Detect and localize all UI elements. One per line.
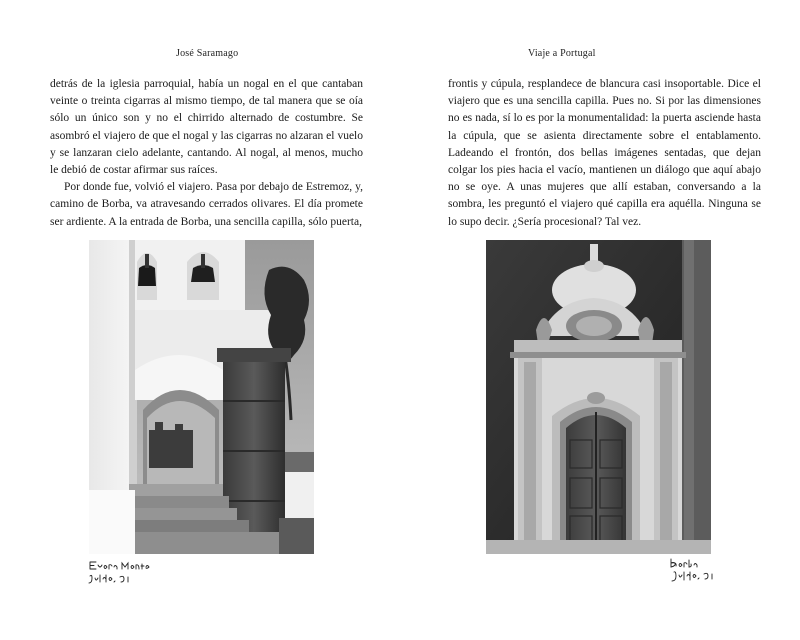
handwritten-caption-right [668, 556, 728, 589]
handwritten-caption-left [88, 558, 168, 591]
handwritten-caption-right-image [668, 556, 728, 584]
left-paragraph-1: detrás de la iglesia parroquial, había un nogal en el que cantaban veinte o treinta cigarras al mismo tiempo, de tal manera que se oía sólo un único son y no el chirrido alternado de costumbre. Se asombró el viajero de que el nogal y las cigarras no alzaran el vuelo y se lanzaran cielo adelante, cantando. Al nogal, al menos, mucho le debió de costar afirmar sus raíces. [50, 78, 363, 177]
photo-borba-chapel [486, 240, 711, 554]
right-body-text [448, 76, 761, 231]
left-running-head: José Saramago [176, 48, 239, 59]
right-running-head: Viaje a Portugal [528, 48, 596, 59]
photo-borba-chapel-image [486, 240, 711, 554]
handwritten-caption-left-image [88, 558, 168, 586]
photo-evora-monte-image [89, 240, 314, 554]
photo-evora-monte [89, 240, 314, 554]
left-body-text [50, 76, 363, 231]
left-paragraph-2: Por donde fue, volvió el viajero. Pasa por debajo de Estremoz, y, camino de Borba, va atravesando cerrados olivares. El día promete ser ardiente. A la entrada de Borba, una sencilla capilla, sólo puerta, [50, 181, 363, 228]
right-paragraph-1: frontis y cúpula, resplandece de blancura casi insoportable. Dice el viajero que es una sencilla capilla. Pues no. Si por las dimensiones no es nada, sí lo es por la monumentalidad: la puerta asciende hasta la cúpula, que se asienta directamente sobre el entablamento. Ladeando el frontón, dos bellas imágenes sentadas, que dejan colgar los pies hacia el vacío, mantienen un diálogo que aquí abajo no se oye. A unas mujeres que allí estaban, conversando a la sombra, les preguntó el viajero qué capilla era aquélla. Ninguna se lo supo decir. ¿Sería procesional? Tal vez. [448, 78, 761, 228]
